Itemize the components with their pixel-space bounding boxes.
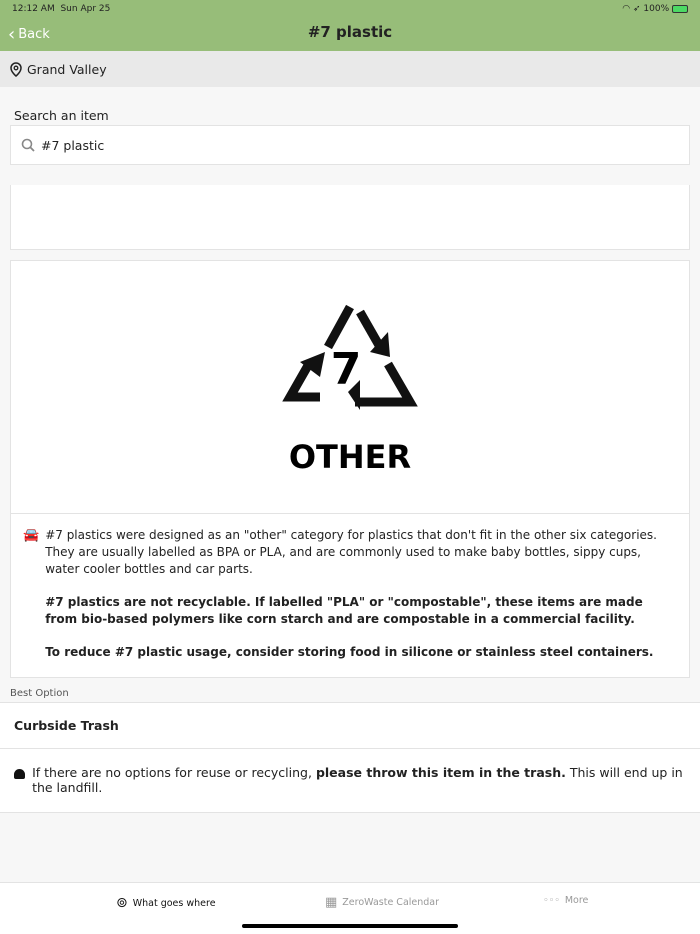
item-card [10, 260, 690, 678]
time: 12:12 AM [12, 4, 55, 14]
recycling-triangle-icon [280, 292, 420, 482]
home-indicator [242, 924, 458, 928]
page-title: #7 plastic [307, 23, 393, 41]
location-name: Grand Valley [27, 61, 107, 77]
description-paragraph: #7 plastics were designed as an "other" category for plastics that don't fit in the other six categories. They are usually labelled as BPA or PLA, and are commonly used to make baby bottles, sippy cups, water cooler bottles and car parts. [45, 528, 657, 576]
location-pin-icon [10, 62, 22, 77]
tab-label: ZeroWaste Calendar [342, 897, 440, 908]
detail-text: If there are no options for reuse or recycling, [32, 765, 316, 780]
status-bar [0, 0, 700, 16]
car-icon: 🚘 [23, 528, 40, 543]
wifi-icon: ◠ ➶ [622, 4, 644, 14]
detail-bold: please throw this item in the trash. [315, 765, 566, 780]
battery-icon [672, 5, 688, 13]
location-selector[interactable] [0, 51, 700, 87]
best-option-label: Best Option [10, 688, 69, 699]
best-option-name: Curbside Trash [0, 702, 700, 749]
more-dots-icon: ◦◦◦ [543, 895, 560, 906]
calendar-icon: ▦ [325, 895, 338, 910]
date: Sun Apr 25 [60, 4, 111, 14]
tab-more[interactable] [543, 895, 588, 906]
chevron-left-icon: ‹ [8, 24, 16, 45]
search-icon [21, 138, 35, 152]
header [0, 0, 700, 51]
recyclability-note: #7 plastics are not recyclable. If labelled "PLA" or "compostable", these items are made from bio-based polymers like corn starch and are compostable in a commercial facility. [45, 595, 643, 626]
symbol-label: OTHER [288, 438, 412, 476]
reduction-tip: To reduce #7 plastic usage, consider storing food in silicone or stainless steel containers. [45, 645, 654, 659]
recycling-symbol-image [11, 261, 689, 514]
tab-label: More [564, 895, 589, 906]
tab-label: What goes where [132, 897, 216, 909]
detail-text-end: This will end up in the landfill. [32, 765, 683, 795]
search-recycle-icon: ⊚ [116, 895, 128, 911]
best-option-detail [0, 749, 700, 813]
search-value: #7 plastic [41, 137, 105, 153]
search-label: Search an item [14, 108, 109, 123]
trash-bag-icon [14, 769, 25, 779]
tab-zerowaste-calendar[interactable] [325, 895, 439, 910]
battery-level: 100% [643, 4, 670, 14]
symbol-number: 7 [330, 344, 362, 395]
results-area [10, 185, 690, 250]
tab-what-goes-where[interactable] [116, 895, 216, 911]
search-input[interactable] [10, 125, 690, 165]
back-label: Back [18, 27, 50, 42]
